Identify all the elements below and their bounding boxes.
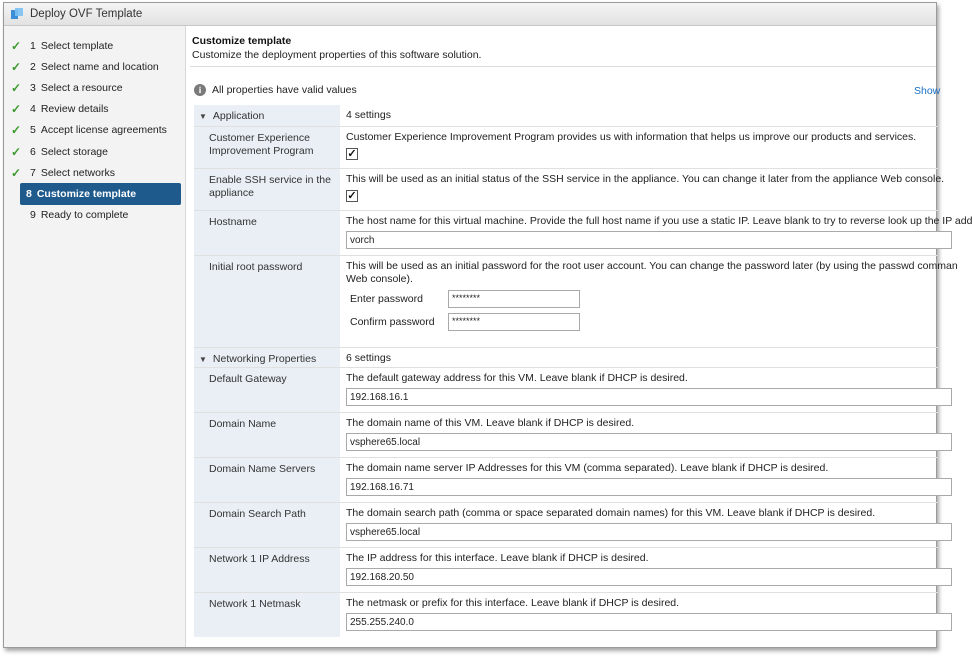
property-row-ssh <box>194 169 945 211</box>
property-value <box>340 127 938 168</box>
properties-grid <box>194 105 972 637</box>
property-value <box>340 548 952 592</box>
property-description: The netmask or prefix for this interface. Leave blank if DHCP is desired. <box>346 597 680 609</box>
property-label: Domain Search Path <box>194 503 340 547</box>
property-value <box>340 368 952 412</box>
confirm-password-input[interactable]: ******** <box>448 313 580 331</box>
step-number: 9 <box>30 209 36 222</box>
step-number: 3 <box>30 81 36 94</box>
group-count: 6 settings <box>346 352 391 364</box>
property-value <box>340 169 944 210</box>
property-row-dns <box>194 458 938 503</box>
property-value <box>340 458 952 502</box>
step-ready-to-complete[interactable] <box>4 205 181 226</box>
property-description: The domain name server IP Addresses for this VM (comma separated). Leave blank if DHCP is desired. <box>346 462 829 474</box>
property-row-domain-name <box>194 413 938 458</box>
group-header <box>194 105 340 126</box>
property-label: Initial root password <box>194 256 340 347</box>
group-header <box>194 348 340 367</box>
step-number: 2 <box>30 60 36 73</box>
property-value <box>340 503 952 547</box>
confirm-password-line <box>346 313 958 331</box>
property-row-search-path <box>194 503 938 548</box>
step-label: Select a resource <box>40 81 123 94</box>
ip-address-input[interactable]: 192.168.20.50 <box>346 568 952 586</box>
page-title: Customize template <box>192 35 292 47</box>
property-description: This will be used as an initial password for the root user account. You can change the password later (by using the passwd comman <box>346 260 958 272</box>
step-select-template[interactable] <box>4 35 181 56</box>
property-label: Domain Name Servers <box>194 458 340 502</box>
property-label: Default Gateway <box>194 368 340 412</box>
ceip-checkbox[interactable]: ✓ <box>347 147 357 160</box>
step-label: Customize template <box>36 187 137 200</box>
property-description: The domain search path (comma or space separated domain names) for this VM. Leave blank if DHCP is desired. <box>346 507 876 519</box>
property-row-hostname <box>194 211 972 256</box>
property-label: Hostname <box>194 211 340 255</box>
property-label: Network 1 Netmask <box>194 593 340 637</box>
enter-password-input[interactable]: ******** <box>448 290 580 308</box>
group-row-application[interactable] <box>194 105 938 127</box>
property-row-gateway <box>194 368 938 413</box>
checkmark-icon: ✓ <box>10 123 22 138</box>
group-label: Application <box>212 110 265 122</box>
step-label: Select storage <box>40 145 108 158</box>
hostname-input[interactable]: vorch <box>346 231 952 249</box>
step-number: 8 <box>26 187 32 200</box>
page-subtitle: Customize the deployment properties of this software solution. <box>192 49 482 61</box>
confirm-password-label: Confirm password <box>350 315 435 328</box>
group-label: Networking Properties <box>212 353 317 365</box>
step-review-details[interactable] <box>4 99 181 120</box>
step-number: 7 <box>30 166 36 179</box>
domain-name-input[interactable]: vsphere65.local <box>346 433 952 451</box>
step-select-name-location[interactable] <box>4 56 181 77</box>
property-description: The default gateway address for this VM. Leave blank if DHCP is desired. <box>346 372 688 384</box>
property-label: Domain Name <box>194 413 340 457</box>
validation-status <box>194 84 357 96</box>
property-row-ip-address <box>194 548 938 593</box>
collapse-triangle-icon[interactable]: ▼ <box>199 112 207 121</box>
title-bar <box>4 3 936 26</box>
step-number: 5 <box>30 124 36 137</box>
content-pane <box>190 26 972 647</box>
checkmark-icon: ✓ <box>10 80 22 95</box>
checkmark-icon: ✓ <box>10 59 22 74</box>
property-row-ceip <box>194 127 938 169</box>
info-icon: i <box>194 84 206 96</box>
step-select-resource[interactable] <box>4 77 181 98</box>
vsphere-app-icon <box>10 7 24 21</box>
checkmark-icon: ✓ <box>10 144 22 159</box>
checkmark-icon: ✓ <box>10 165 22 180</box>
property-row-root-password <box>194 256 958 348</box>
validation-text: All properties have valid values <box>212 84 357 96</box>
property-description: The host name for this virtual machine. Provide the full host name if you use a static IP. Leave blank to try to reverse look up the IP add <box>346 215 972 227</box>
group-count: 4 settings <box>346 109 391 121</box>
property-value <box>340 256 958 347</box>
step-customize-template[interactable] <box>20 183 181 204</box>
step-number: 1 <box>30 39 36 52</box>
property-label: Enable SSH service in the appliance <box>194 169 340 210</box>
step-accept-license[interactable] <box>4 120 181 141</box>
search-path-input[interactable]: vsphere65.local <box>346 523 952 541</box>
property-description-cont: Web console). <box>346 272 413 285</box>
step-label: Select name and location <box>40 60 159 73</box>
property-label: Network 1 IP Address <box>194 548 340 592</box>
window-title: Deploy OVF Template <box>30 8 143 20</box>
ssh-checkbox[interactable]: ✓ <box>347 189 357 202</box>
show-link[interactable]: Show <box>914 85 941 97</box>
property-value <box>340 593 952 637</box>
header-divider <box>190 66 936 67</box>
property-description: This will be used as an initial status of the SSH service in the appliance. You can change it later from the appliance Web console. <box>346 173 945 185</box>
enter-password-line <box>346 290 958 308</box>
property-row-netmask <box>194 593 938 637</box>
step-label: Review details <box>40 103 109 116</box>
dns-servers-input[interactable]: 192.168.16.71 <box>346 478 952 496</box>
property-description: The IP address for this interface. Leave blank if DHCP is desired. <box>346 552 649 564</box>
property-value <box>340 413 952 457</box>
step-number: 6 <box>30 145 36 158</box>
checkmark-icon: ✓ <box>10 38 22 53</box>
deploy-ovf-dialog <box>3 2 972 648</box>
property-label: Customer Experience Improvement Program <box>194 127 340 168</box>
step-select-networks[interactable] <box>4 162 181 183</box>
checkmark-icon: ✓ <box>10 102 22 117</box>
step-number: 4 <box>30 103 36 116</box>
group-row-networking[interactable] <box>194 348 938 368</box>
netmask-input[interactable]: 255.255.240.0 <box>346 613 952 631</box>
enter-password-label: Enter password <box>350 292 423 305</box>
property-value <box>340 211 972 255</box>
step-label: Ready to complete <box>40 209 129 222</box>
wizard-steps <box>4 26 186 647</box>
gateway-input[interactable]: 192.168.16.1 <box>346 388 952 406</box>
step-label: Select networks <box>40 166 115 179</box>
property-description: Customer Experience Improvement Program provides us with information that helps us improve our products and services. <box>346 131 917 143</box>
step-label: Accept license agreements <box>40 124 167 137</box>
collapse-triangle-icon[interactable]: ▼ <box>199 355 207 364</box>
step-label: Select template <box>40 39 114 52</box>
property-description: The domain name of this VM. Leave blank if DHCP is desired. <box>346 417 635 429</box>
step-select-storage[interactable] <box>4 141 181 162</box>
